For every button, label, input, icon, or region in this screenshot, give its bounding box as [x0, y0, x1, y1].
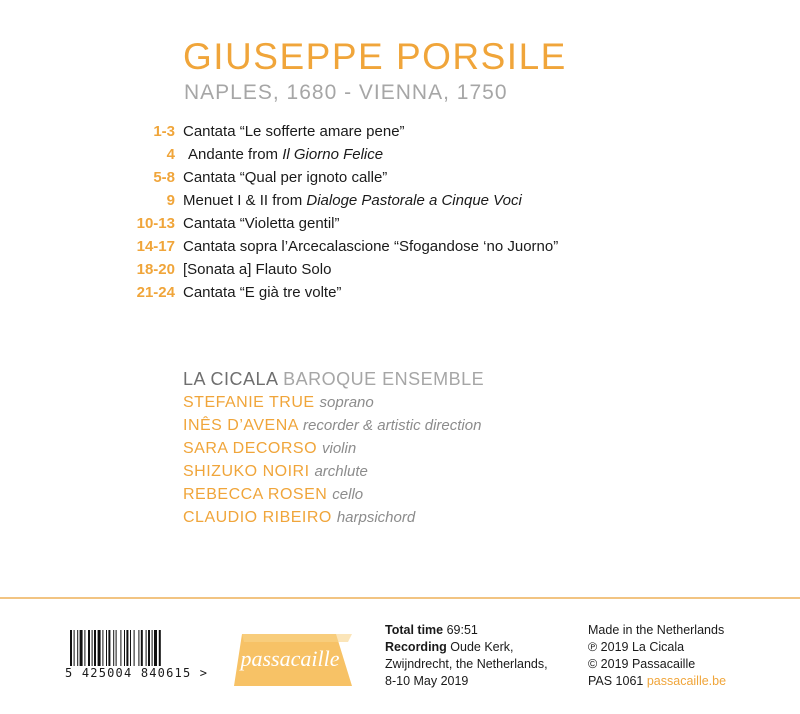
track-title: Cantata “Le sofferte amare pene”: [183, 123, 405, 140]
svg-text:passacaille: passacaille: [240, 646, 340, 671]
track-row: [0, 281, 800, 304]
track-number: 1-3: [153, 123, 175, 140]
track-list: [0, 120, 800, 304]
track-title: Cantata “Violetta gentil”: [183, 215, 340, 232]
ensemble-member: STEFANIE TRUE soprano: [183, 394, 374, 411]
barcode-digits: 5 425004 840615 >: [65, 666, 209, 680]
track-number: 9: [166, 192, 175, 209]
track-row: [0, 212, 800, 235]
passacaille-logo: [224, 630, 356, 690]
album-title: GIUSEPPE PORSILE: [183, 36, 567, 77]
album-subtitle: NAPLES, 1680 - VIENNA, 1750: [184, 81, 508, 104]
track-row: [0, 235, 800, 258]
track-number: 14-17: [136, 238, 175, 255]
track-title: Cantata “Qual per ignoto calle”: [183, 169, 388, 186]
label-credits: Made in the Netherlands ℗ 2019 La Cicala © 2019 Passacaille PAS 1061 passacaille.be: [588, 623, 727, 688]
track-title: Andante from Il Giorno Felice: [188, 146, 384, 163]
ensemble-member: INÊS D’AVENA recorder & artistic direction: [183, 417, 482, 434]
track-number: 4: [166, 146, 175, 163]
track-title: Cantata sopra l’Arcecalascione “Sfogandose ‘no Juorno”: [183, 238, 559, 255]
track-row: [0, 258, 800, 281]
track-row: [0, 166, 800, 189]
track-number: 18-20: [136, 261, 175, 278]
ensemble-credits: [183, 368, 484, 529]
footer-divider: [0, 597, 800, 599]
track-number: 21-24: [136, 284, 175, 301]
track-row: [0, 120, 800, 143]
ensemble-member: SHIZUKO NOIRI archlute: [183, 463, 368, 480]
label-website-link[interactable]: passacaille.be: [646, 674, 727, 688]
track-title: Menuet I & II from Dialoge Pastorale a Cinque Voci: [183, 192, 522, 209]
track-number: 5-8: [153, 169, 175, 186]
track-number: 10-13: [136, 215, 175, 232]
ensemble-member: CLAUDIO RIBEIRO harpsichord: [183, 509, 416, 526]
track-row: [0, 189, 800, 212]
album-info: Total time 69:51 Recording Oude Kerk, Zwijndrecht, the Netherlands, 8-10 May 2019: [385, 623, 548, 688]
track-row: [0, 143, 800, 166]
ensemble-member: SARA DECORSO violin: [183, 440, 357, 457]
track-title: Cantata “E già tre volte”: [183, 284, 342, 301]
ensemble-title: LA CICALA BAROQUE ENSEMBLE: [183, 369, 485, 389]
ensemble-member: REBECCA ROSEN cello: [183, 486, 364, 503]
track-title: [Sonata a] Flauto Solo: [183, 261, 332, 278]
